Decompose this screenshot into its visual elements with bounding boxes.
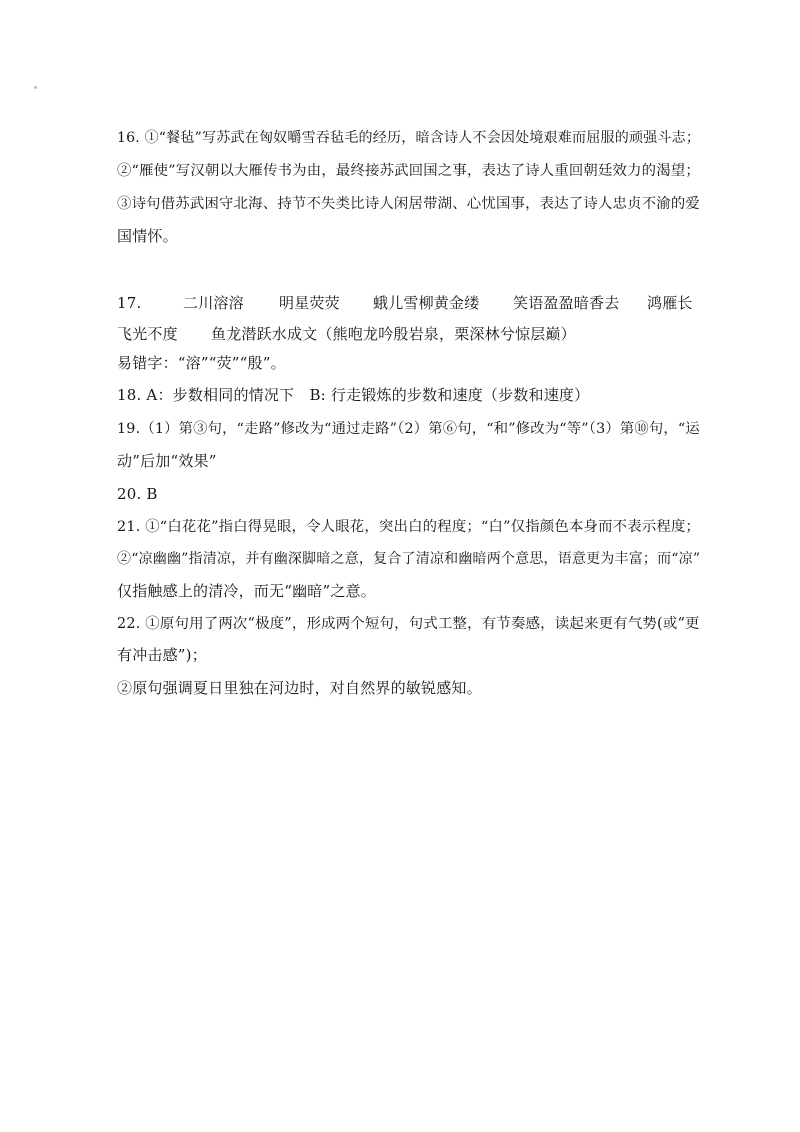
q22-line-3: ②原句强调夏日里独在河边时，对自然界的敏锐感知。	[117, 679, 482, 697]
scan-dot	[34, 86, 37, 89]
q16-line-2: ②“雁使”写汉朝以大雁传书为由，最终接苏武回国之事，表达了诗人重回朝廷效力的渴望；	[117, 163, 700, 179]
q17-line-2	[117, 324, 576, 344]
q17-line-1	[117, 293, 693, 313]
q19-line-2: 动”后加“效果”	[117, 452, 217, 470]
q17-item-6: 鱼龙潜跃水成文（熊咆龙吟殷岩泉，栗深林兮惊层巅）	[211, 325, 576, 343]
q21-line-2: ②“凉幽幽”指清凉，并有幽深脚暗之意，复合了清凉和幽暗两个意思，语意更为丰富；而“凉”	[117, 551, 701, 567]
q17-item-4: 笑语盈盈暗香去	[513, 294, 620, 312]
q21-line-3: 仅指触感上的清冷，而无“幽暗”之意。	[117, 582, 376, 600]
q17-item-3: 蛾儿雪柳黄金缕	[373, 294, 480, 312]
q20-answer: 20. B	[117, 485, 158, 503]
q16-line-4: 国情怀。	[117, 227, 178, 245]
q17-item-5-cont: 飞光不度	[117, 325, 178, 343]
q17-item-1: 二川溶溶	[183, 294, 244, 312]
q18-answer: 18. A：步数相同的情况下 B: 行走锻炼的步数和速度（步数和速度）	[117, 386, 590, 404]
q17-typo-note: 易错字：“溶”“荧”“殷”。	[117, 354, 286, 372]
q22-line-2: 有冲击感”)；	[117, 646, 207, 664]
q19-line-1: 19.（1）第③句，“走路”修改为“通过走路”（2）第⑥句，“和”修改为“等”（3）第⑩句，“运	[117, 421, 700, 437]
q16-line-1: 16. ①“餐毡”写苏武在匈奴嚼雪吞毡毛的经历，暗含诗人不会因处境艰难而屈服的顽强斗志；	[117, 130, 701, 146]
q16-line-3: ③诗句借苏武困守北海、持节不失类比诗人闲居带湖、心忧国事，表达了诗人忠贞不渝的爱	[117, 196, 700, 212]
q17-item-2: 明星荧荧	[279, 294, 340, 312]
q22-line-1: 22. ①原句用了两次“极度”，形成两个短句，句式工整，有节奏感，读起来更有气势(或“更	[117, 616, 700, 632]
q17-number: 17.	[117, 294, 142, 312]
q21-line-1: 21. ①“白花花”指白得晃眼，令人眼花，突出白的程度；“白”仅指颜色本身而不表示程度；	[117, 519, 701, 535]
q17-item-5: 鸿雁长	[647, 294, 693, 312]
